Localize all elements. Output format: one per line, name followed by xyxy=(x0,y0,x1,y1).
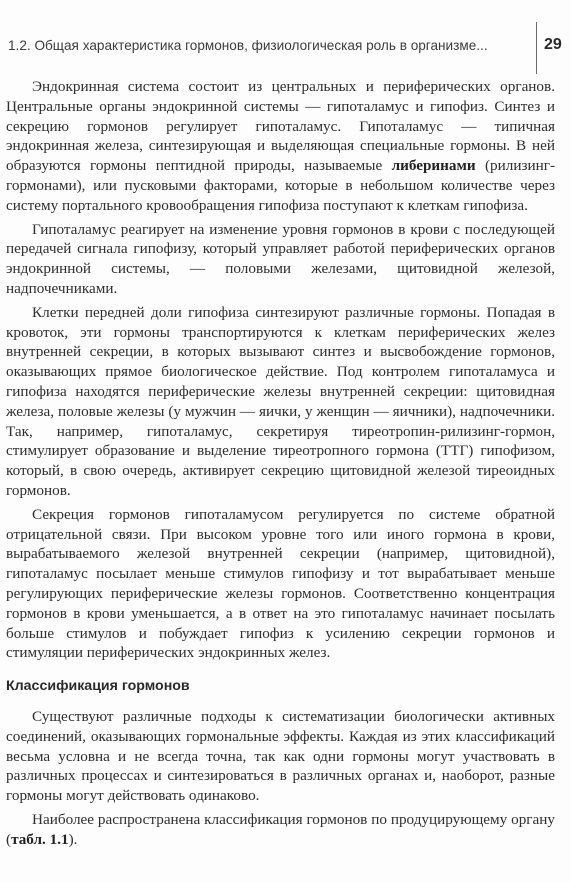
paragraph-text: Эндокринная система состоит из центральных и периферических органов. Центральные органы эндокринной системы — гипоталамус и гипофиз. Синтез и секрецию гормонов регулирует гипоталамус. Гипоталамус — типичная эндокринная железа, синтезирующая и выделяющая специальные гормоны. В ней образуются гормоны пептидной природы, называемые xyxy=(6,78,555,175)
page-number: 29 xyxy=(544,36,562,53)
paragraph-text: (рилизинг-гормонами), или пусковыми факторами, которые в небольшом количестве через систему портального кровообращения гипофиза поступают к клеткам гипофиза. xyxy=(6,157,556,214)
header-divider xyxy=(536,22,537,74)
table-reference-link[interactable]: табл. 1.1 xyxy=(11,830,69,848)
paragraph-text: Наиболее распространена классификация гормонов по продуцирующему органу ( xyxy=(6,810,555,848)
running-header-title: 1.2. Общая характеристика гормонов, физиологическая роль в организме... xyxy=(8,38,488,53)
bold-term-liberins: либеринами xyxy=(391,157,476,175)
paragraph-feedback-regulation: Секреция гормонов гипоталамусом регулируется по системе обратной отрицательной связи. При высоком уровне того или иного гормона в крови, вырабатываемого железой внутренней секреции (например, щитовидной), гипоталамус посылает меньше стимулов гипофизу и тот вырабатывает меньше регулирующих периферические железы гормонов. Соответственно концентрация гормонов в крови уменьшается, а в ответ на это гипоталамус начинает посылать больше стимулов и побуждает гипофиз к усилению секреции гормонов и стимуляции периферических эндокринных желез. xyxy=(6,505,555,662)
paragraph-endocrine-system xyxy=(6,77,555,216)
paragraph-pituitary-cells: Клетки передней доли гипофиза синтезируют различные гормоны. Попадая в кровоток, эти гормоны транспортируются к клеткам периферических желез внутренней секреции, в которых вызывают синтез и высвобождение гормонов, оказывающих прямое биологическое действие. Под контролем гипоталамуса и гипофиза находятся периферические железы внутренней секреции: щитовидная железа, половые железы (у мужчин — яички, у женщин — яичники), надпочечники. Так, например, гипоталамус, секретируя тиреотропин-рилизинг-гормон, стимулирует образование и выделение тиреотропного гормона (ТТГ) гипофизом, который, в свою очередь, активирует секрецию щитовидной железой тиреоидных гормонов. xyxy=(6,303,555,499)
section-heading-classification: Классификация гормонов xyxy=(6,678,190,695)
page-body xyxy=(6,77,555,853)
paragraph-table-reference xyxy=(6,810,555,850)
paragraph-text: ). xyxy=(68,830,78,848)
paragraph-classification-approaches: Существуют различные подходы к систематизации биологически активных соединений, оказывающих гормональные эффекты. Каждая из этих классификаций весьма условна и не всегда точна, так как одни гормоны могут участвовать в различных процессах и синтезироваться в различных органах и, наоборот, разные гормоны могут действовать одинаково. xyxy=(6,707,555,805)
paragraph-hypothalamus-response: Гипоталамус реагирует на изменение уровня гормонов в крови с последующей передачей сигнала гипофизу, который управляет работой периферических органов эндокринной системы, — половыми железами, щитовидной железой, надпочечниками. xyxy=(6,220,555,297)
